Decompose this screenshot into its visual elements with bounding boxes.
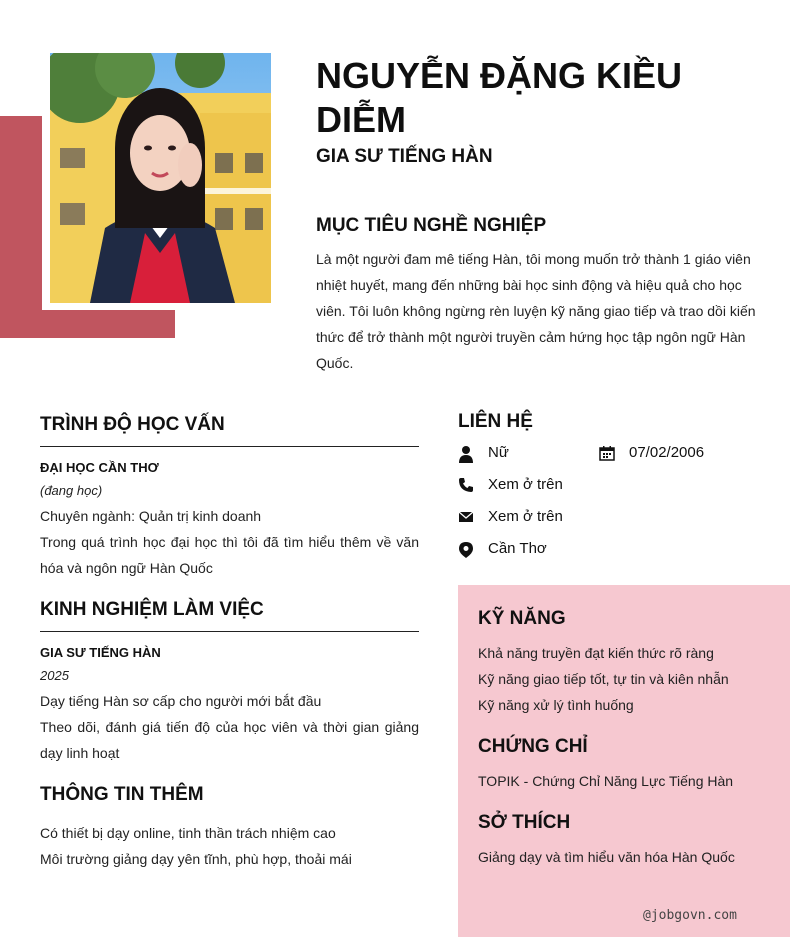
- extra-info-item: Có thiết bị dạy online, tinh thần trách nhiệm cao: [40, 825, 336, 841]
- education-major: Chuyên ngành: Quản trị kinh doanh: [40, 508, 262, 524]
- education-status: (đang học): [40, 483, 103, 498]
- experience-position: GIA SƯ TIẾNG HÀN: [40, 645, 161, 660]
- hobby-item: Giảng dạy và tìm hiểu văn hóa Hàn Quốc: [478, 849, 735, 865]
- watermark: @jobgovn.com: [643, 908, 737, 923]
- objective-text: Là một người đam mê tiếng Hàn, tôi mong muốn trở thành 1 giáo viên nhiệt huyết, mang đến những bài học sinh động và hiệu quả cho học viên. Tôi luôn không ngừng rèn luyện kỹ năng giao tiếp và trao dồi kiến thức để trở thành một người truyền cảm hứng học tập ngôn ngữ Hàn Quốc.: [316, 251, 756, 371]
- side-panel: [458, 585, 790, 937]
- education-school: ĐẠI HỌC CẦN THƠ: [40, 460, 159, 475]
- candidate-name: NGUYỄN ĐẶNG KIỀU DIỄM: [316, 55, 683, 140]
- objective-heading: MỤC TIÊU NGHỀ NGHIỆP: [316, 215, 547, 236]
- education-detail: Trong quá trình học đại học thì tôi đã tìm hiểu thêm về văn hóa và ngôn ngữ Hàn Quốc: [40, 534, 419, 576]
- skills-heading: KỸ NĂNG: [478, 608, 566, 629]
- address-value: Cần Thơ: [488, 540, 547, 557]
- mail-icon: [458, 509, 474, 525]
- skill-item: Khả năng truyền đạt kiến thức rõ ràng: [478, 645, 714, 661]
- certificate-item: TOPIK - Chứng Chỉ Năng Lực Tiếng Hàn: [478, 773, 734, 789]
- contact-phone: [458, 476, 563, 493]
- dob-value: 07/02/2006: [629, 444, 705, 461]
- job-title: GIA SƯ TIẾNG HÀN: [316, 146, 493, 167]
- phone-icon: [458, 477, 474, 493]
- experience-item: Dạy tiếng Hàn sơ cấp cho người mới bắt đầu: [40, 693, 322, 709]
- contact-email: [458, 508, 563, 525]
- gender-value: Nữ: [488, 444, 509, 461]
- contact-address: [458, 540, 547, 557]
- education-divider: [40, 446, 419, 447]
- contact-heading: LIÊN HỆ: [458, 411, 533, 432]
- skill-item: Kỹ năng giao tiếp tốt, tự tin và kiên nhẫn: [478, 671, 729, 687]
- extra-info-heading: THÔNG TIN THÊM: [40, 784, 204, 805]
- calendar-icon: [599, 445, 615, 461]
- profile-photo: [50, 53, 271, 303]
- contact-dob: [599, 444, 704, 461]
- contact-gender: [458, 444, 509, 461]
- skill-item: Kỹ năng xử lý tình huống: [478, 697, 634, 713]
- experience-heading: KINH NGHIỆM LÀM VIỆC: [40, 599, 264, 620]
- hobbies-heading: SỞ THÍCH: [478, 812, 571, 833]
- experience-year: 2025: [40, 668, 69, 683]
- phone-value[interactable]: Xem ở trên: [488, 476, 563, 493]
- person-icon: [458, 445, 474, 461]
- location-pin-icon: [458, 541, 474, 557]
- extra-info-item: Môi trường giảng dạy yên tĩnh, phù hợp, thoải mái: [40, 851, 352, 867]
- education-heading: TRÌNH ĐỘ HỌC VẤN: [40, 414, 225, 435]
- experience-divider: [40, 631, 419, 632]
- email-value[interactable]: Xem ở trên: [488, 508, 563, 525]
- experience-item: Theo dõi, đánh giá tiến độ của học viên và thời gian giảng dạy linh hoạt: [40, 719, 419, 761]
- certificates-heading: CHỨNG CHỈ: [478, 736, 588, 757]
